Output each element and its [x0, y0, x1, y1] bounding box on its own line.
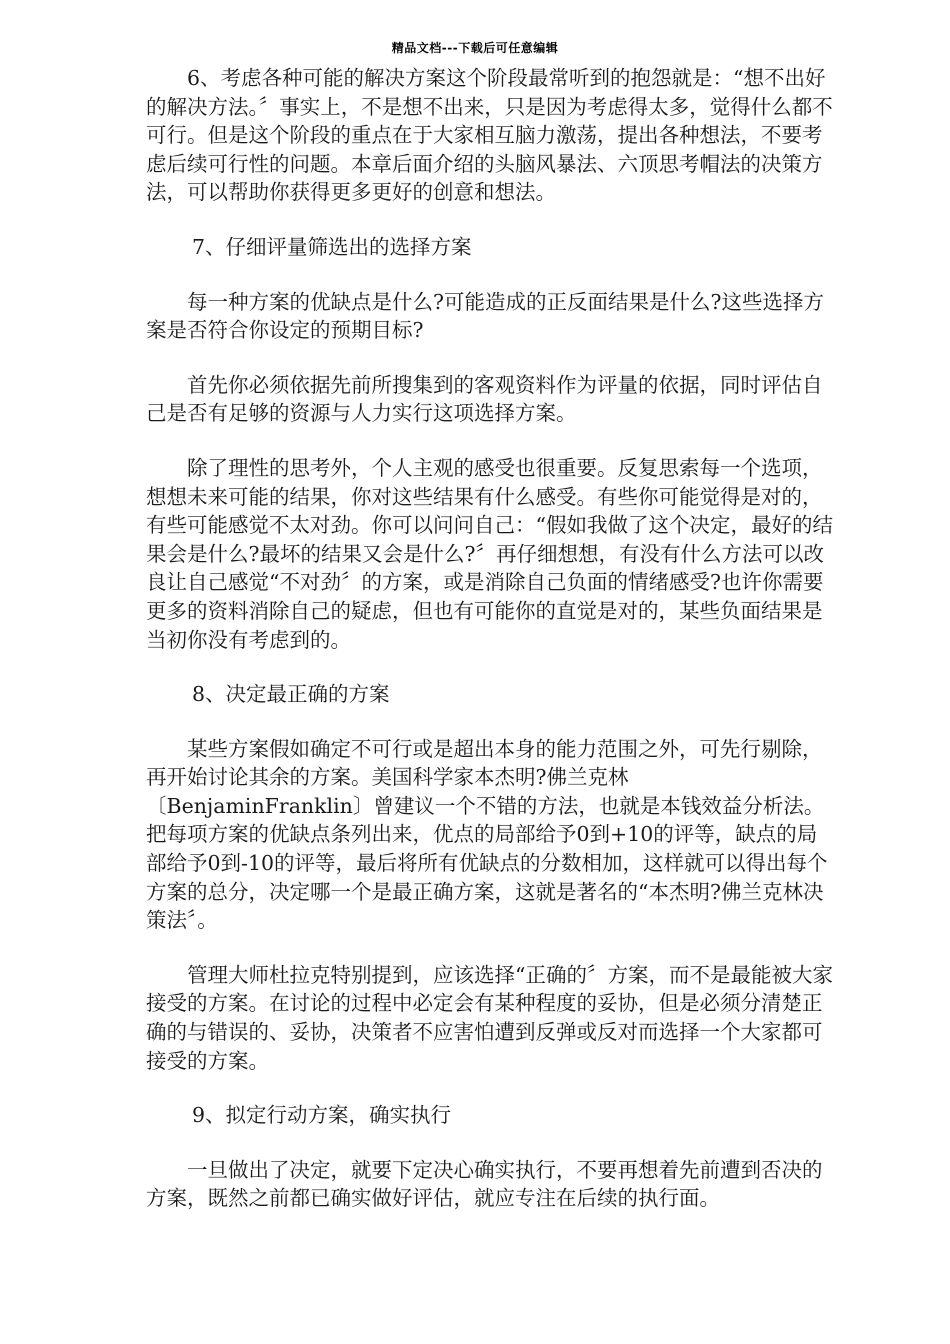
paragraph-franklin-method: 某些方案假如确定不可行或是超出本身的能力范围之外，可先行剔除，再开始讨论其余的方案。美国科学家本杰明?佛兰克林〔BenjaminFranklin〕曾建议一个不错的方法，也就是本钱效益分析法。把每项方案的优缺点条列出来，优点的局部给予0到+10的评等，缺点的局部给予0到-10的评等，最后将所有优缺点的分数相加，这样就可以得出每个方案的总分，决定哪一个是最正确方案，这就是著名的“本杰明?佛兰克林决策法〞。 — [146, 736, 828, 933]
heading-execute: 9、拟定行动方案，确实执行 — [192, 1103, 452, 1128]
paragraph-execution: 一旦做出了决定，就要下定决心确实执行，不要再想着先前遭到否决的方案，既然之前都已确实做好评估，就应专注在后续的执行面。 — [146, 1157, 823, 1211]
paragraph-solutions: 6、考虑各种可能的解决方案这个阶段最常听到的抱怨就是：“想不出好的解决方法。〞事实上，不是想不出来，只是因为考虑得太多，觉得什么都不可行。但是这个阶段的重点在于大家相互脑力激荡，提出各种想法，不要考虑后续可行性的问题。本章后面介绍的头脑风暴法、六顶思考帽法的决策方法，可以帮助你获得更多更好的创意和想法。 — [146, 66, 833, 205]
page-header: 精品文档---下载后可任意编辑 — [391, 41, 559, 55]
heading-evaluate: 7、仔细评量筛选出的选择方案 — [192, 234, 472, 259]
heading-decide: 8、决定最正确的方案 — [192, 682, 390, 707]
paragraph-objective-data: 首先你必须依据先前所搜集到的客观资料作为评量的依据，同时评估自己是否有足够的资源与人力实行这项选择方案。 — [146, 372, 823, 426]
document-body — [146, 64, 836, 1239]
paragraph-subjective-feelings: 除了理性的思考外，个人主观的感受也很重要。反复思索每一个选项，想想未来可能的结果，你对这些结果有什么感受。有些你可能觉得是对的，有些可能感觉不太对劲。你可以问问自己：“假如我做了这个决定，最好的结果会是什么?最坏的结果又会是什么?〞再仔细想想，有没有什么方法可以改良让自己感觉“不对劲〞的方案，或是消除自己负面的情绪感受?也许你需要更多的资料消除自己的疑虑，但也有可能你的直觉是对的，某些负面结果是当初你没有考虑到的。 — [146, 455, 833, 652]
paragraph-drucker: 管理大师杜拉克特别提到，应该选择“正确的〞方案，而不是最能被大家接受的方案。在讨论的过程中必定会有某种程度的妥协，但是必须分清楚正确的与错误的、妥协，决策者不应害怕遭到反弹或反对而选择一个大家都可接受的方案。 — [146, 962, 833, 1073]
paragraph-questions: 每一种方案的优缺点是什么?可能造成的正反面结果是什么?这些选择方案是否符合你设定的预期目标? — [146, 289, 824, 343]
